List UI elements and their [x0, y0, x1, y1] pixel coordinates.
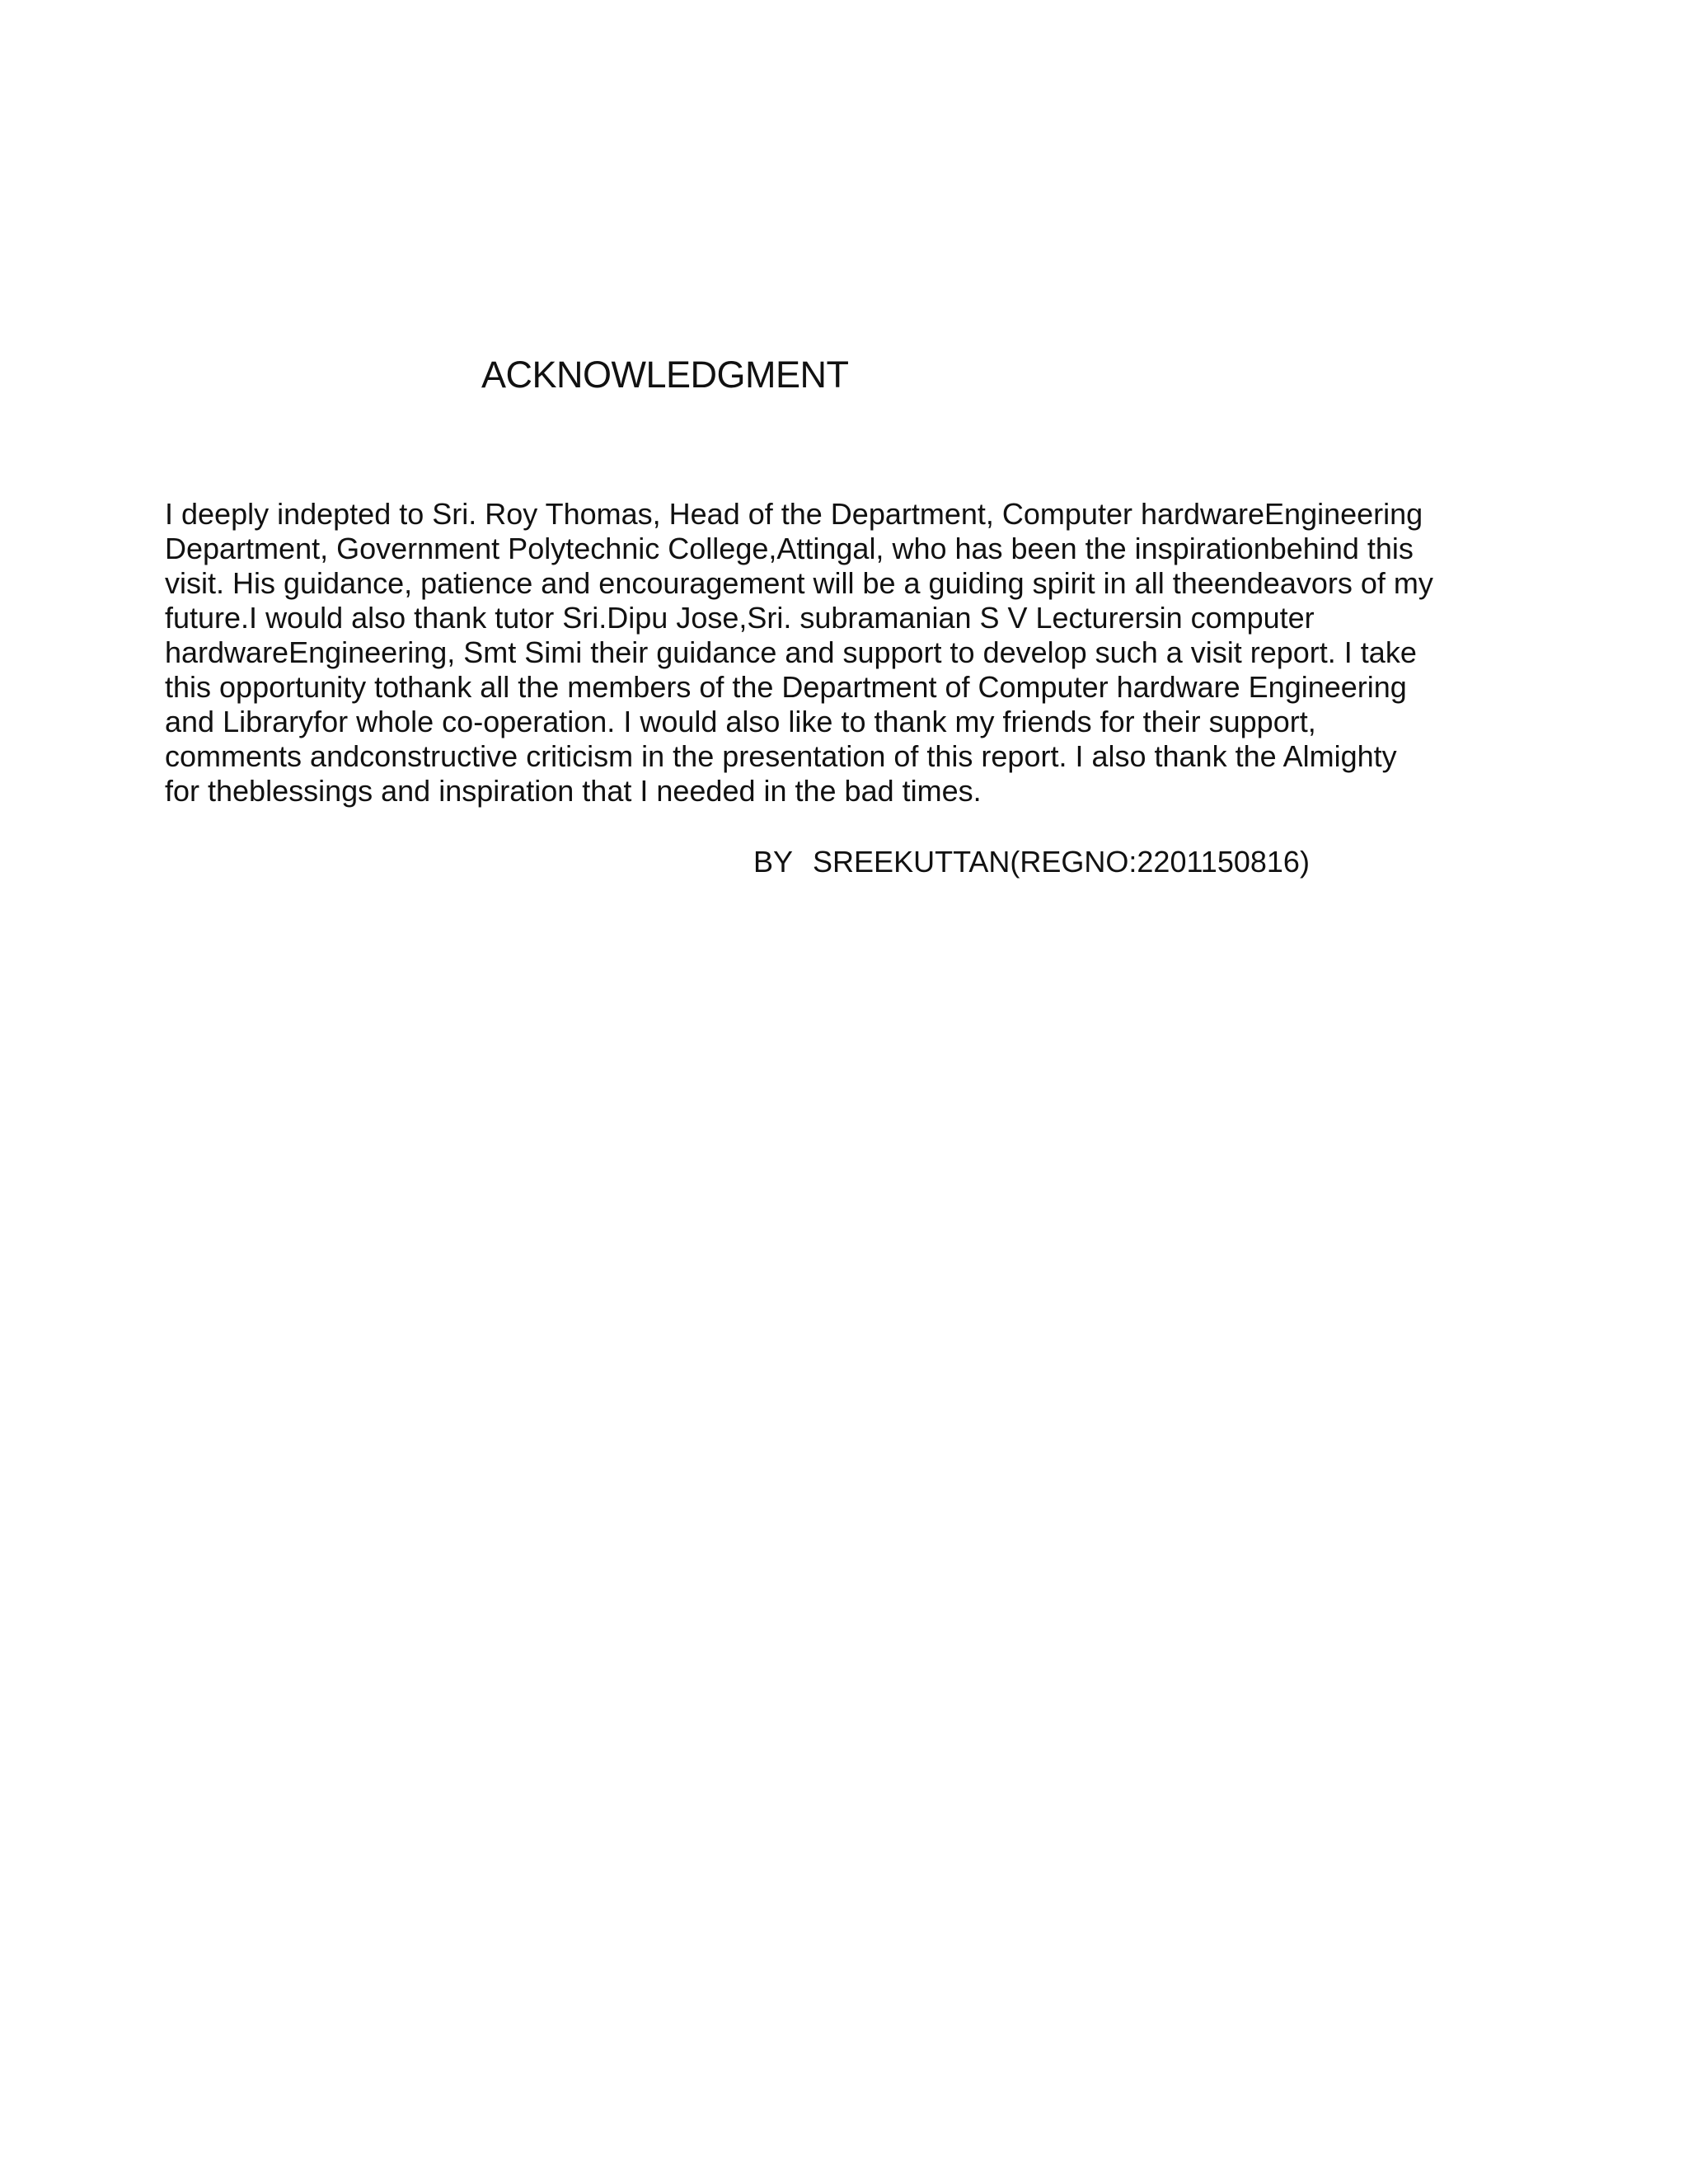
- paragraph-line: I deeply indepted to Sri. Roy Thomas, Head of the Department, Computer hardwareEngineering: [165, 497, 1423, 531]
- signature-name: SREEKUTTAN(REGNO:2201150816): [813, 845, 1310, 879]
- page-title: ACKNOWLEDGMENT: [481, 354, 849, 396]
- paragraph-line: visit. His guidance, patience and encouragement will be a guiding spirit in all theendeavors of my: [165, 566, 1433, 600]
- signature-block: [753, 845, 1310, 879]
- paragraph-line: comments andconstructive criticism in the presentation of this report. I also thank the Almighty: [165, 739, 1397, 773]
- paragraph-line: for theblessings and inspiration that I needed in the bad times.: [165, 774, 982, 808]
- paragraph-line: this opportunity tothank all the members of the Department of Computer hardware Engineering: [165, 670, 1407, 704]
- paragraph-line: and Libraryfor whole co-operation. I would also like to thank my friends for their support,: [165, 705, 1316, 738]
- signature-by-label: BY: [753, 845, 794, 879]
- paragraph-line: Department, Government Polytechnic College,Attingal, who has been the inspirationbehind this: [165, 532, 1414, 565]
- acknowledgment-paragraph: [165, 497, 1467, 808]
- paragraph-line: hardwareEngineering, Smt Simi their guidance and support to develop such a visit report. I take: [165, 635, 1417, 669]
- paragraph-line: future.I would also thank tutor Sri.Dipu Jose,Sri. subramanian S V Lecturersin computer: [165, 601, 1315, 635]
